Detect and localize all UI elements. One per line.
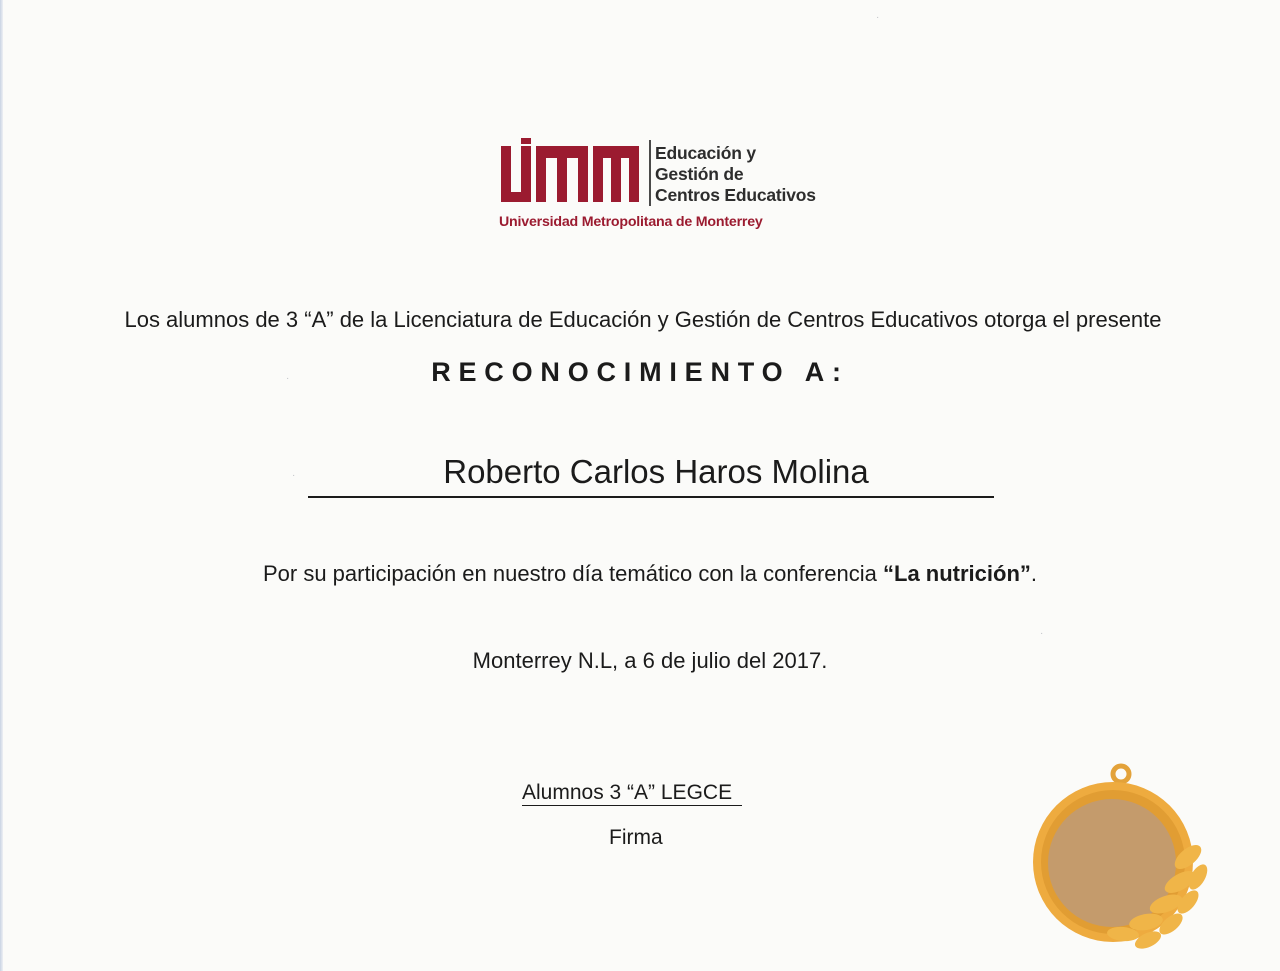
certificate-title: RECONOCIMIENTO A: <box>431 357 849 387</box>
program-line-2: Gestión de <box>655 164 744 184</box>
logo-divider <box>649 140 651 206</box>
paper-edge <box>0 0 3 971</box>
print-speck: · <box>286 373 290 384</box>
place-and-date: Monterrey N.L, a 6 de julio del 2017. <box>472 648 828 673</box>
program-line-3: Centros Educativos <box>655 185 816 205</box>
recipient-name: Roberto Carlos Haros Molina <box>443 453 869 490</box>
reason-text <box>0 561 1280 587</box>
signature-label: Firma <box>609 826 663 849</box>
medal-icon <box>1028 762 1214 962</box>
intro-text: Los alumnos de 3 “A” de la Licenciatura de Educación y Gestión de Centros Educativos otorga el presente <box>124 307 1162 332</box>
signer-name: Alumnos 3 “A” LEGCE <box>522 781 742 806</box>
print-speck: · <box>876 12 880 23</box>
reason-suffix: . <box>1030 561 1038 586</box>
print-speck: · <box>292 470 296 481</box>
recipient-underline <box>308 496 994 498</box>
university-name: Universidad Metropolitana de Monterrey <box>499 214 763 230</box>
conference-topic: “La nutrición” <box>883 561 1031 586</box>
print-speck: · <box>1040 628 1044 639</box>
umm-logo-mark <box>498 136 648 208</box>
program-name <box>655 143 816 206</box>
program-line-1: Educación y <box>655 143 756 163</box>
reason-prefix: Por su participación en nuestro día temático con la conferencia <box>262 561 883 586</box>
